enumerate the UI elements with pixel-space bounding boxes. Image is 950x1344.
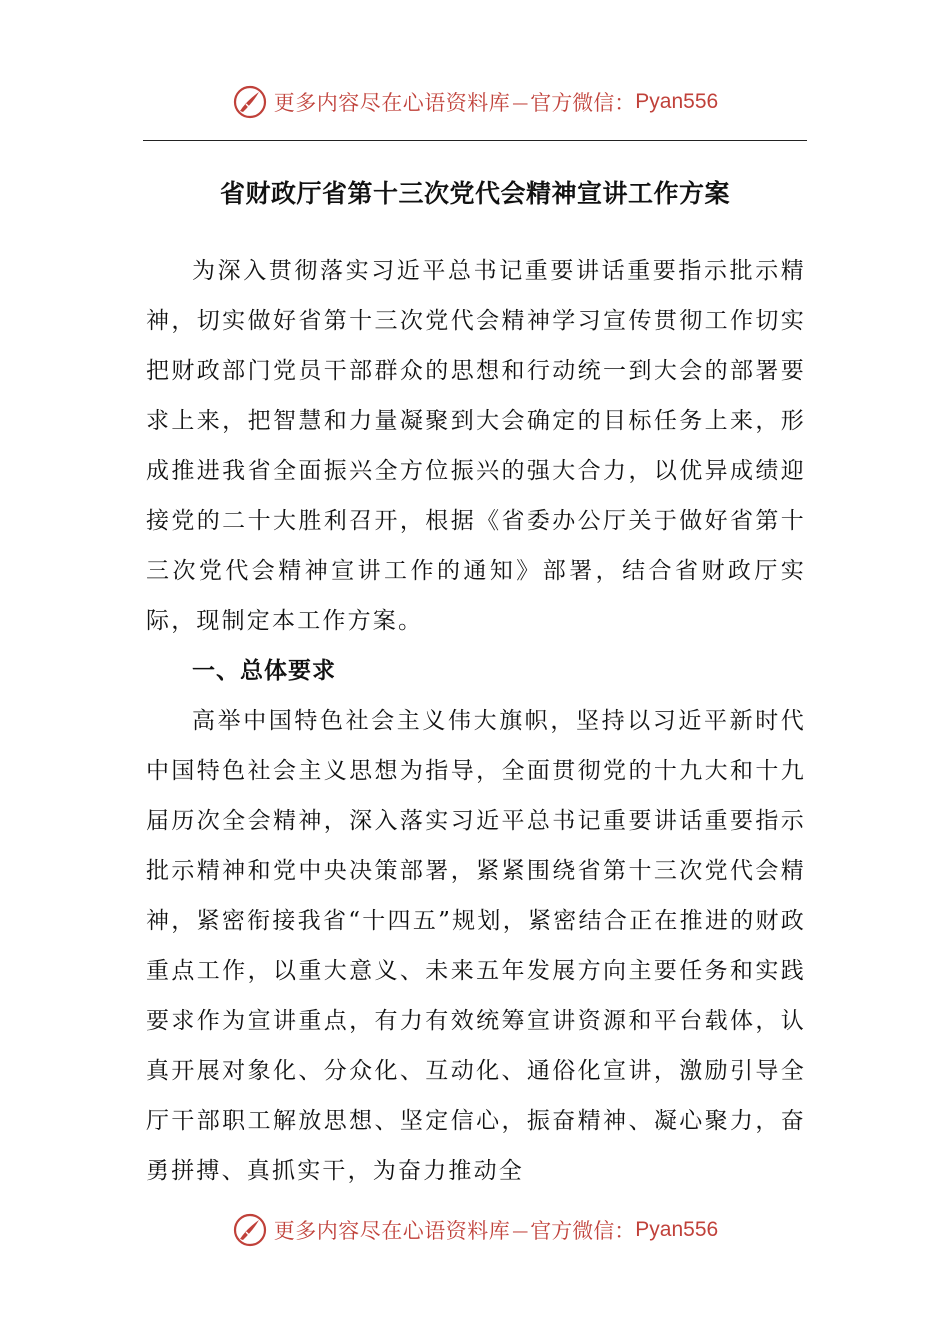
banner-dash: —: [512, 1220, 529, 1240]
banner-wechat-id: Pyan556: [635, 1218, 719, 1241]
banner-slogan: 更多内容尽在心语资料库: [273, 91, 511, 115]
banner-wechat-id: Pyan556: [635, 90, 719, 113]
banner-dash: —: [512, 92, 529, 112]
document-body: [146, 246, 806, 1196]
pen-nib-logo-icon: [232, 84, 268, 120]
intro-paragraph: 为深入贯彻落实习近平总书记重要讲话重要指示批示精神，切实做好省第十三次党代会精神学习宣传贯彻工作切实把财政部门党员干部群众的思想和行动统一到大会的部署要求上来，把智慧和力量凝聚到大会确定的目标任务上来，形成推进我省全面振兴全方位振兴的强大合力，以优异成绩迎接党的二十大胜利召开，根据《省委办公厅关于做好省第十三次党代会精神宣讲工作的通知》部署，结合省财政厅实际，现制定本工作方案。: [146, 258, 806, 634]
banner-slogan: 更多内容尽在心语资料库: [273, 1219, 511, 1243]
banner-wechat-label: 官方微信：: [530, 91, 636, 115]
banner-wechat-label: 官方微信：: [530, 1219, 636, 1243]
header-divider: [143, 140, 807, 141]
document-title: 省财政厅省第十三次党代会精神宣讲工作方案: [219, 179, 730, 208]
footer-banner: [0, 1208, 950, 1252]
section-paragraph: 高举中国特色社会主义伟大旗帜，坚持以习近平新时代中国特色社会主义思想为指导，全面贯彻党的十九大和十九届历次全会精神，深入落实习近平总书记重要讲话重要指示批示精神和党中央决策部署，紧紧围绕省第十三次党代会精神，紧密衔接我省“十四五”规划，紧密结合正在推进的财政重点工作，以重大意义、未来五年发展方向主要任务和实践要求作为宣讲重点，有力有效统筹宣讲资源和平台载体，认真开展对象化、分众化、互动化、通俗化宣讲，激励引导全厅干部职工解放思想、坚定信心，振奋精神、凝心聚力，奋勇拼搏、真抓实干，为奋力推动全: [146, 708, 806, 1184]
header-banner: [0, 80, 950, 124]
section-heading: 一、总体要求: [192, 658, 336, 684]
pen-nib-logo-icon: [232, 1212, 268, 1248]
